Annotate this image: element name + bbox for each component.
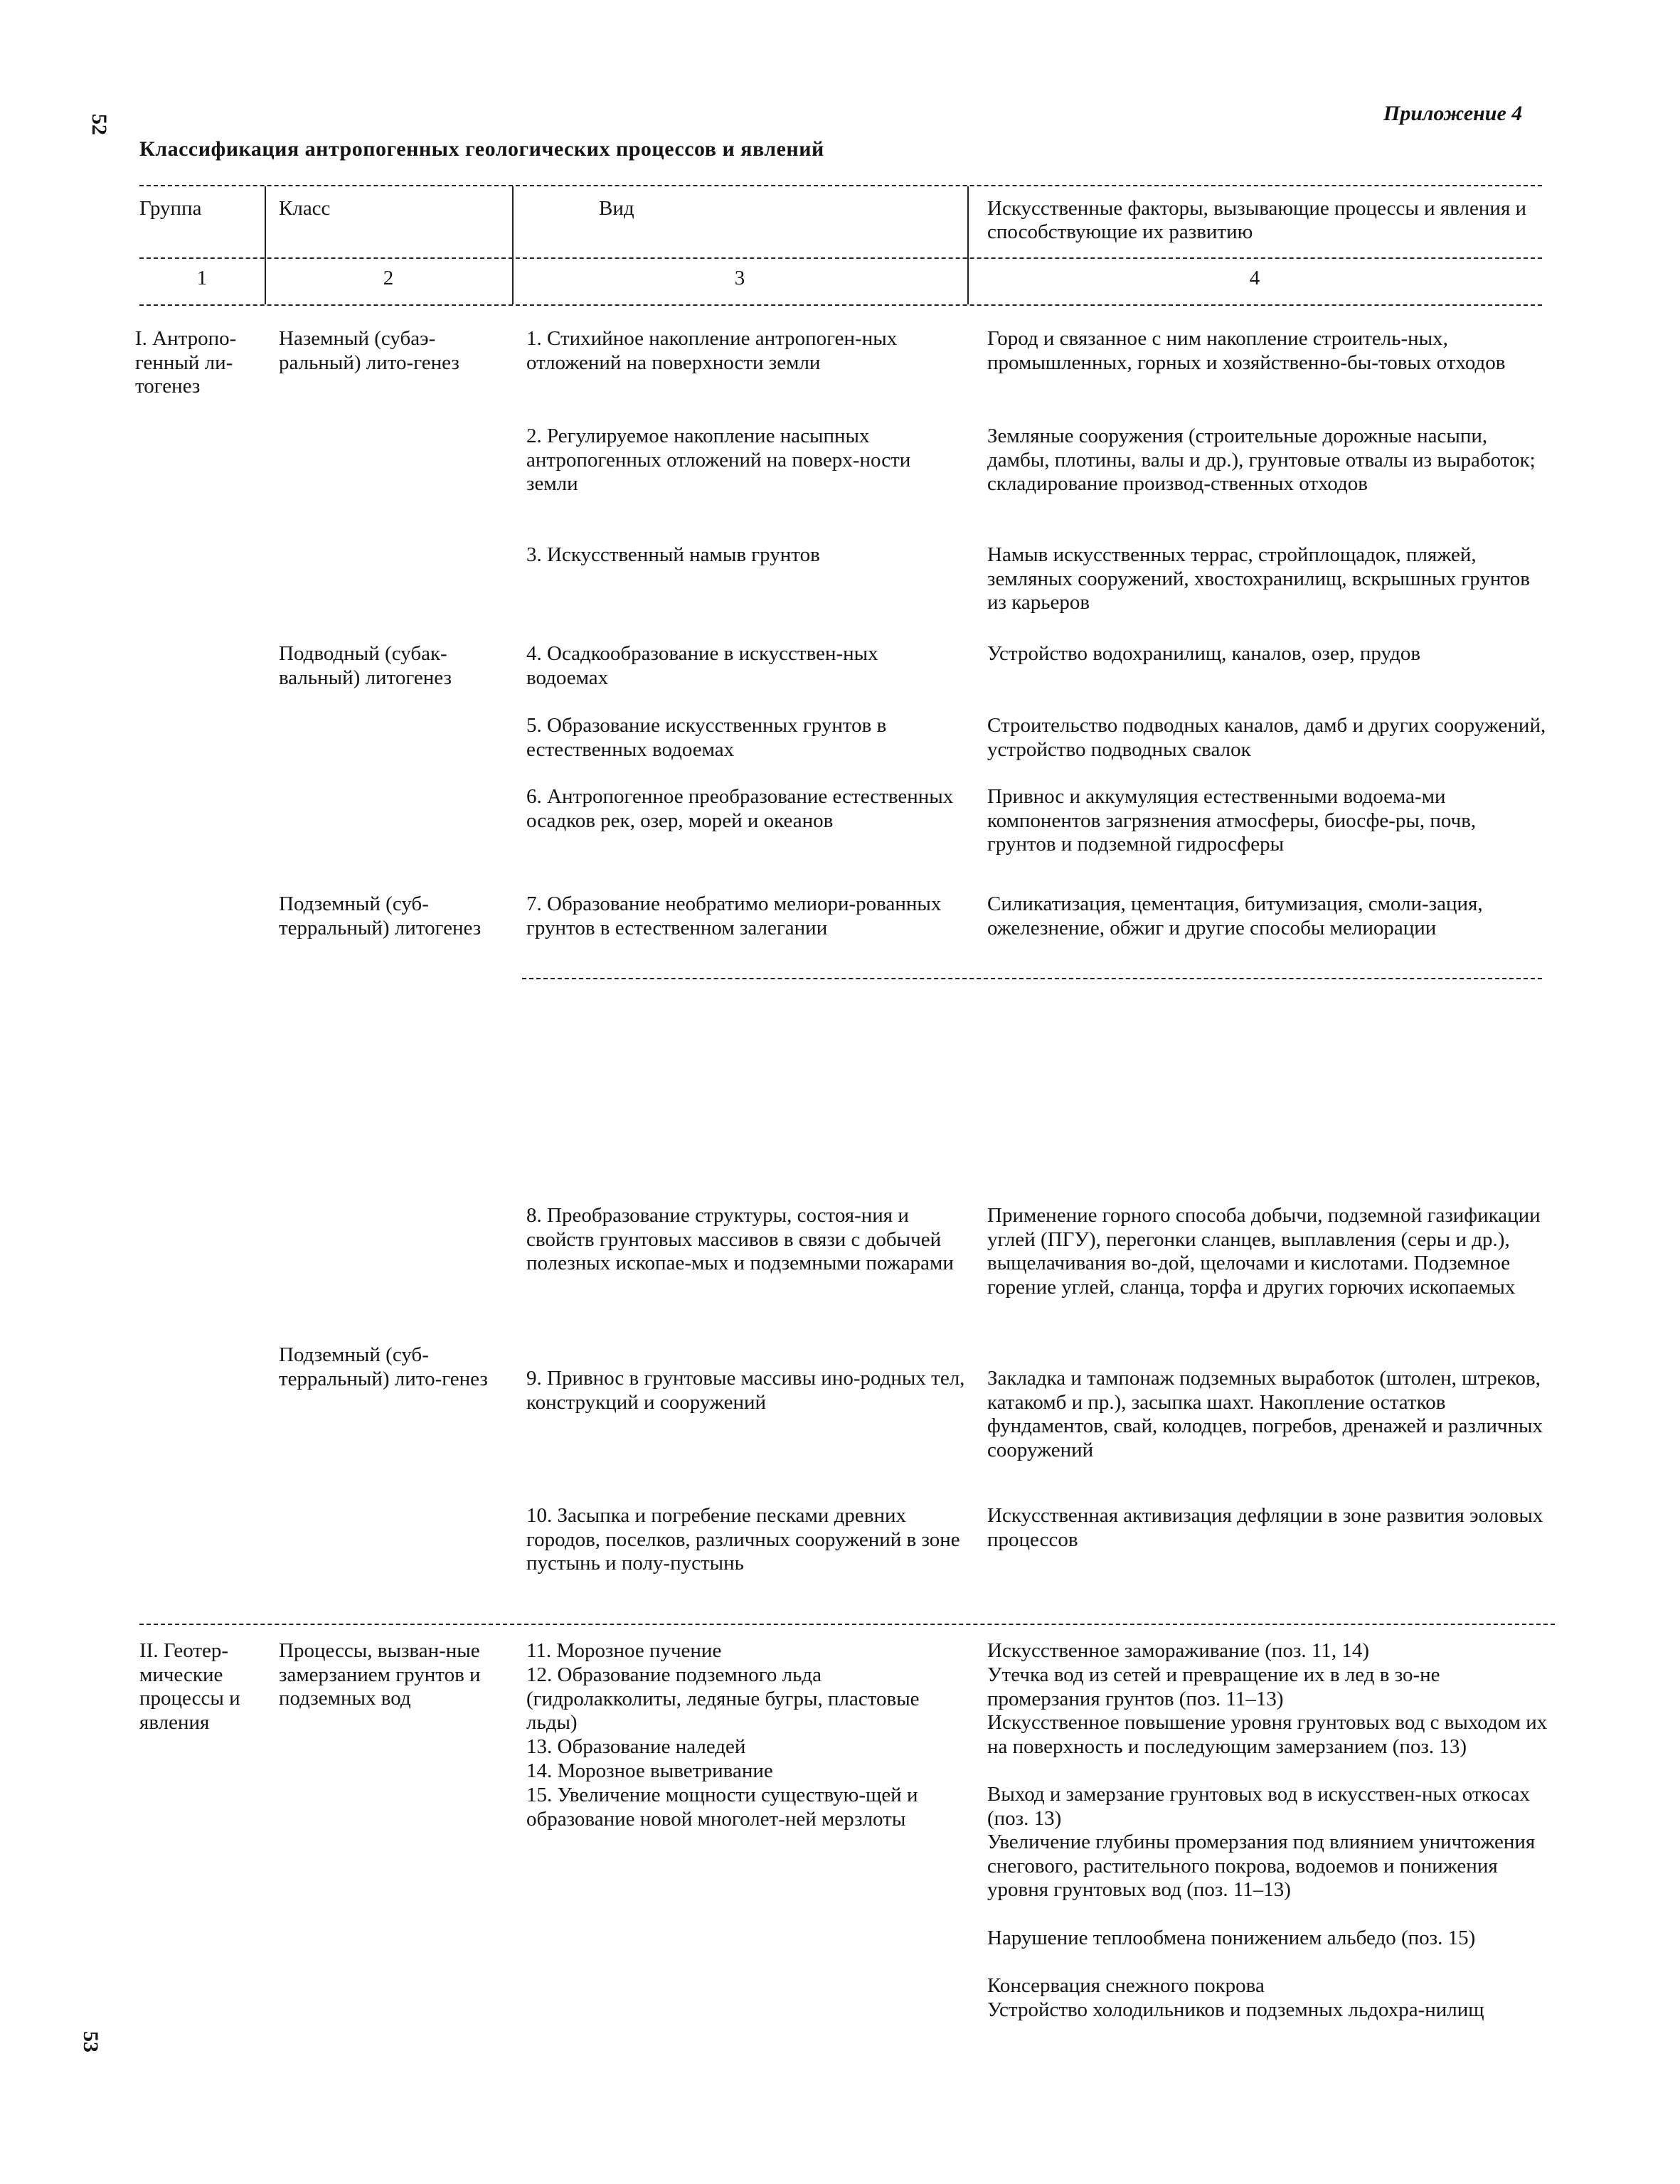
factors-cell: Искусственная активизация дефляции в зоне развития эоловых процессов	[987, 1504, 1543, 1551]
column-number-3: 3	[734, 267, 745, 289]
column-number-1: 1	[196, 267, 208, 289]
appendix-label: Приложение 4	[1383, 102, 1523, 125]
header-rule	[139, 257, 1542, 259]
factors-cell: Консервация снежного покрова	[987, 1974, 1265, 1997]
type-cell: 6. Антропогенное преобразование естественных осадков рек, озер, морей и океанов	[526, 785, 954, 832]
type-cell: 5. Образование искусственных грунтов в естественных водоемах	[526, 714, 887, 761]
group-cell: II. Геотер-мические процессы и явления	[139, 1639, 240, 1734]
factors-cell: Земляные сооружения (строительные дорожные насыпи, дамбы, плотины, валы и др.), грунтовые отвалы из выработок; складирование производ-ственных отходов	[987, 425, 1536, 495]
class-cell: Подводный (субак-вальный) литогенез	[279, 642, 452, 689]
type-cell: 12. Образование подземного льда (гидролакколиты, ледяные бугры, пластовые льды)	[526, 1663, 920, 1734]
group-cell: I. Антропо-генный ли-тогенез	[135, 327, 237, 398]
type-cell: 4. Осадкообразование в искусствен-ных водоемах	[526, 642, 878, 689]
factors-cell: Устройство холодильников и подземных льдохра-нилищ	[987, 1998, 1484, 2021]
factors-cell: Утечка вод из сетей и превращение их в лед в зо-не промерзания грунтов (поз. 11–13)	[987, 1663, 1440, 1710]
class-cell: Процессы, вызван-ные замерзанием грунтов и подземных вод	[279, 1639, 481, 1710]
factors-cell: Применение горного способа добычи, подземной газификации углей (ПГУ), перегонки сланцев, выплавления (серы и др.), выщелачивания во-дой, щелочами и кислотами. Подземное горение углей, сланца, торфа и других горючих ископаемых	[987, 1204, 1541, 1299]
type-cell: 13. Образование наледей	[526, 1735, 746, 1758]
class-cell: Подземный (суб-терральный) литогенез	[279, 893, 482, 939]
factors-cell: Выход и замерзание грунтовых вод в искусствен-ных откосах (поз. 13)	[987, 1783, 1530, 1830]
type-cell: 14. Морозное выветривание	[526, 1759, 773, 1782]
section1-upper-rule	[522, 978, 1542, 979]
header-type: Вид	[599, 197, 634, 220]
type-cell: 11. Морозное пучение	[526, 1639, 722, 1662]
page-title: Классификация антропогенных геологических процессов и явлений	[139, 137, 824, 161]
column-number-rule	[139, 304, 1542, 306]
type-cell: 8. Преобразование структуры, состоя-ния и свойств грунтовых массивов в связи с добычей полезных ископае-мых и подземными пожарами	[526, 1204, 954, 1274]
factors-cell: Силикатизация, цементация, битумизация, смоли-зация, ожелезнение, обжиг и другие способы мелиорации	[987, 893, 1483, 939]
header-class: Класс	[279, 197, 331, 220]
factors-cell: Намыв искусственных террас, стройплощадок, пляжей, земляных сооружений, хвостохранилищ, вскрышных грунтов из карьеров	[987, 543, 1530, 614]
factors-cell: Закладка и тампонаж подземных выработок (штолен, штреков, катакомб и пр.), засыпка шахт. Накопление остатков фундаментов, свай, колодцев, погребов, дренажей и различных сооружений	[987, 1367, 1543, 1461]
factors-cell: Устройство водохранилищ, каналов, озер, прудов	[987, 642, 1421, 665]
factors-cell: Увеличение глубины промерзания под влиянием уничтожения снегового, растительного покрова, водоемов и понижения уровня грунтовых вод (поз. 11–13)	[987, 1831, 1536, 1901]
factors-cell: Привнос и аккумуляция естественными водоема-ми компонентов загрязнения атмосферы, биосфе-ры, почв, грунтов и подземной гидросферы	[987, 785, 1477, 856]
page-number-bottom: 53	[79, 2031, 102, 2052]
class-cell: Наземный (субаэ-ральный) лито-генез	[279, 327, 459, 374]
class-cell: Подземный (суб-терральный) лито-генез	[279, 1343, 488, 1390]
factors-cell: Нарушение теплообмена понижением альбедо (поз. 15)	[987, 1927, 1476, 1949]
header-group: Группа	[139, 197, 202, 220]
page-number-top: 52	[87, 114, 111, 135]
type-cell: 7. Образование необратимо мелиори-рованных грунтов в естественном залегании	[526, 893, 942, 939]
type-cell: 9. Привнос в грунтовые массивы ино-родных тел, конструкций и сооружений	[526, 1367, 965, 1414]
table-top-rule	[139, 185, 1542, 186]
factors-cell: Искусственное замораживание (поз. 11, 14)	[987, 1639, 1369, 1662]
header-factors: Искусственные факторы, вызывающие процессы и явления и способствующие их развитию	[987, 197, 1527, 243]
type-cell: 2. Регулируемое накопление насыпных антропогенных отложений на поверх-ности земли	[526, 425, 911, 495]
section2-rule	[139, 1624, 1555, 1625]
column-number-2: 2	[383, 267, 394, 289]
factors-cell: Город и связанное с ним накопление строитель-ных, промышленных, горных и хозяйственно-бы-товых отходов	[987, 327, 1506, 374]
type-cell: 10. Засыпка и погребение песками древних городов, поселков, различных сооружений в зоне пустынь и полу-пустынь	[526, 1504, 960, 1575]
column-number-4: 4	[1249, 267, 1260, 289]
type-cell: 1. Стихийное накопление антропоген-ных отложений на поверхности земли	[526, 327, 898, 374]
type-cell: 3. Искусственный намыв грунтов	[526, 543, 820, 566]
factors-cell: Искусственное повышение уровня грунтовых вод с выходом их на поверхность и последующим замерзанием (поз. 13)	[987, 1711, 1548, 1758]
factors-cell: Строительство подводных каналов, дамб и других сооружений, устройство подводных свалок	[987, 714, 1546, 761]
type-cell: 15. Увеличение мощности существую-щей и образование новой многолет-ней мерзлоты	[526, 1784, 918, 1831]
